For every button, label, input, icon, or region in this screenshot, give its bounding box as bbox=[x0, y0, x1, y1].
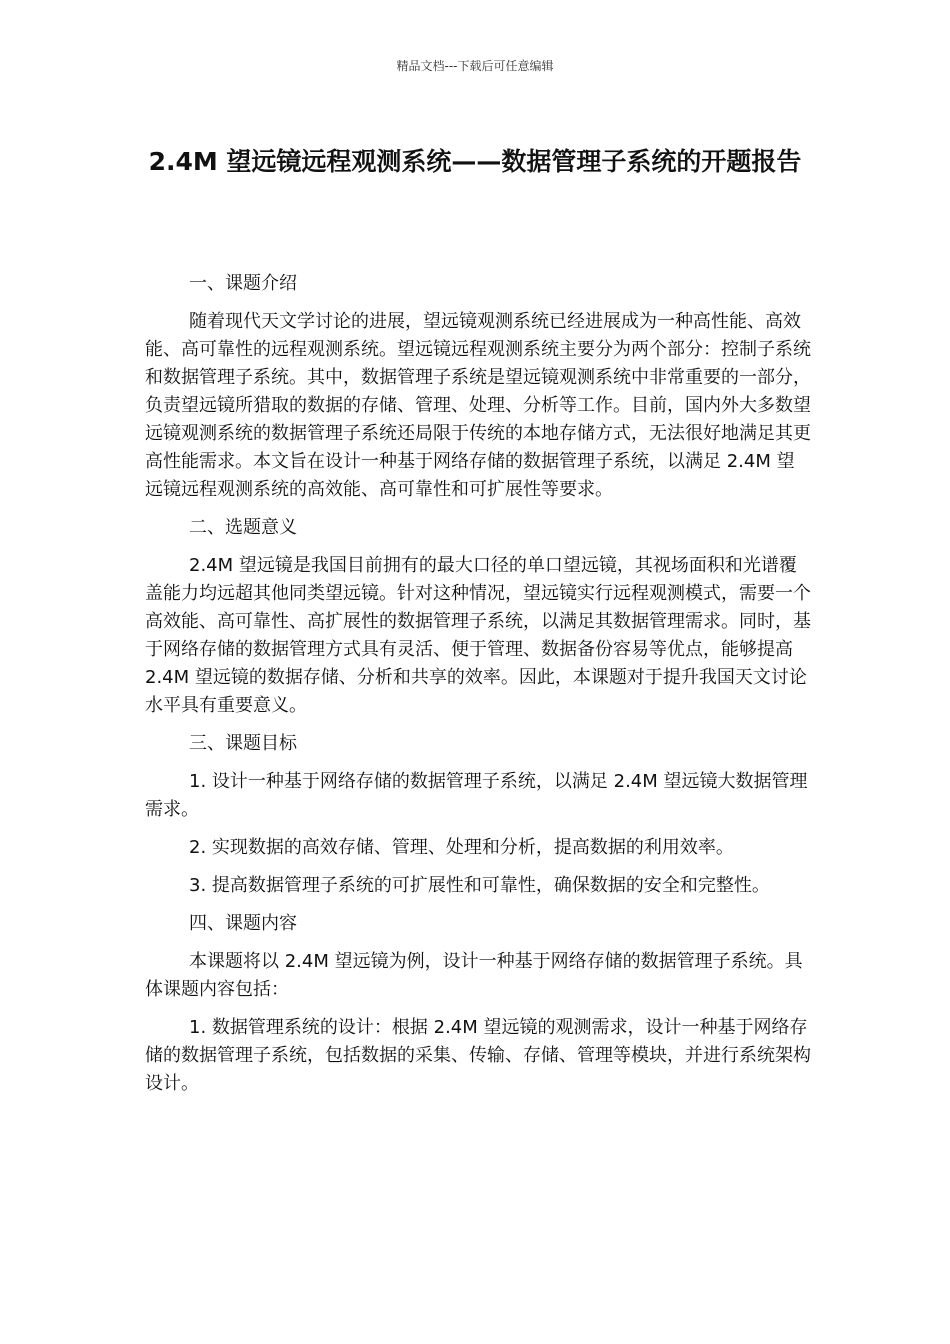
paragraph: 随着现代天文学讨论的进展，望远镜观测系统已经进展成为一种高性能、高效能、高可靠性的远程观测系统。望远镜远程观测系统主要分为两个部分：控制子系统和数据管理子系统。其中，数据管理子系统是望远镜观测系统中非常重要的一部分，负责望远镜所猎取的数据的存储、管理、处理、分析等工作。目前，国内外大多数望远镜观测系统的数据管理子系统还局限于传统的本地存储方式，无法很好地满足其更高性能需求。本文旨在设计一种基于网络存储的数据管理子系统，以满足 2.4M 望远镜远程观测系统的高效能、高可靠性和可扩展性等要求。 bbox=[145, 311, 811, 500]
goal-item: 3. 提高数据管理子系统的可扩展性和可靠性，确保数据的安全和完整性。 bbox=[189, 875, 770, 896]
section-heading-goals: 三、课题目标 bbox=[189, 733, 297, 754]
header-note: 精品文档---下载后可任意编辑 bbox=[396, 59, 554, 73]
content-item: 1. 数据管理系统的设计：根据 2.4M 望远镜的观测需求，设计一种基于网络存储的数据管理子系统，包括数据的采集、传输、存储、管理等模块，并进行系统架构设计。 bbox=[145, 1017, 811, 1094]
goal-item: 2. 实现数据的高效存储、管理、处理和分析，提高数据的利用效率。 bbox=[189, 837, 734, 858]
section-heading-significance: 二、选题意义 bbox=[189, 517, 297, 538]
section-heading-intro: 一、课题介绍 bbox=[189, 273, 297, 294]
section-heading-content: 四、课题内容 bbox=[189, 913, 297, 934]
paragraph: 2.4M 望远镜是我国目前拥有的最大口径的单口望远镜，其视场面积和光谱覆盖能力均远超其他同类望远镜。针对这种情况，望远镜实行远程观测模式，需要一个高效能、高可靠性、高扩展性的数据管理子系统，以满足其数据管理需求。同时，基于网络存储的数据管理方式具有灵活、便于管理、数据备份容易等优点，能够提高 2.4M 望远镜的数据存储、分析和共享的效率。因此，本课题对于提升我国天文讨论水平具有重要意义。 bbox=[145, 555, 811, 716]
document-title: 2.4M 望远镜远程观测系统——数据管理子系统的开题报告 bbox=[148, 147, 802, 176]
goal-item: 1. 设计一种基于网络存储的数据管理子系统，以满足 2.4M 望远镜大数据管理需求。 bbox=[145, 771, 808, 820]
paragraph: 本课题将以 2.4M 望远镜为例，设计一种基于网络存储的数据管理子系统。具体课题内容包括： bbox=[145, 951, 803, 1000]
document-body bbox=[145, 270, 811, 1108]
